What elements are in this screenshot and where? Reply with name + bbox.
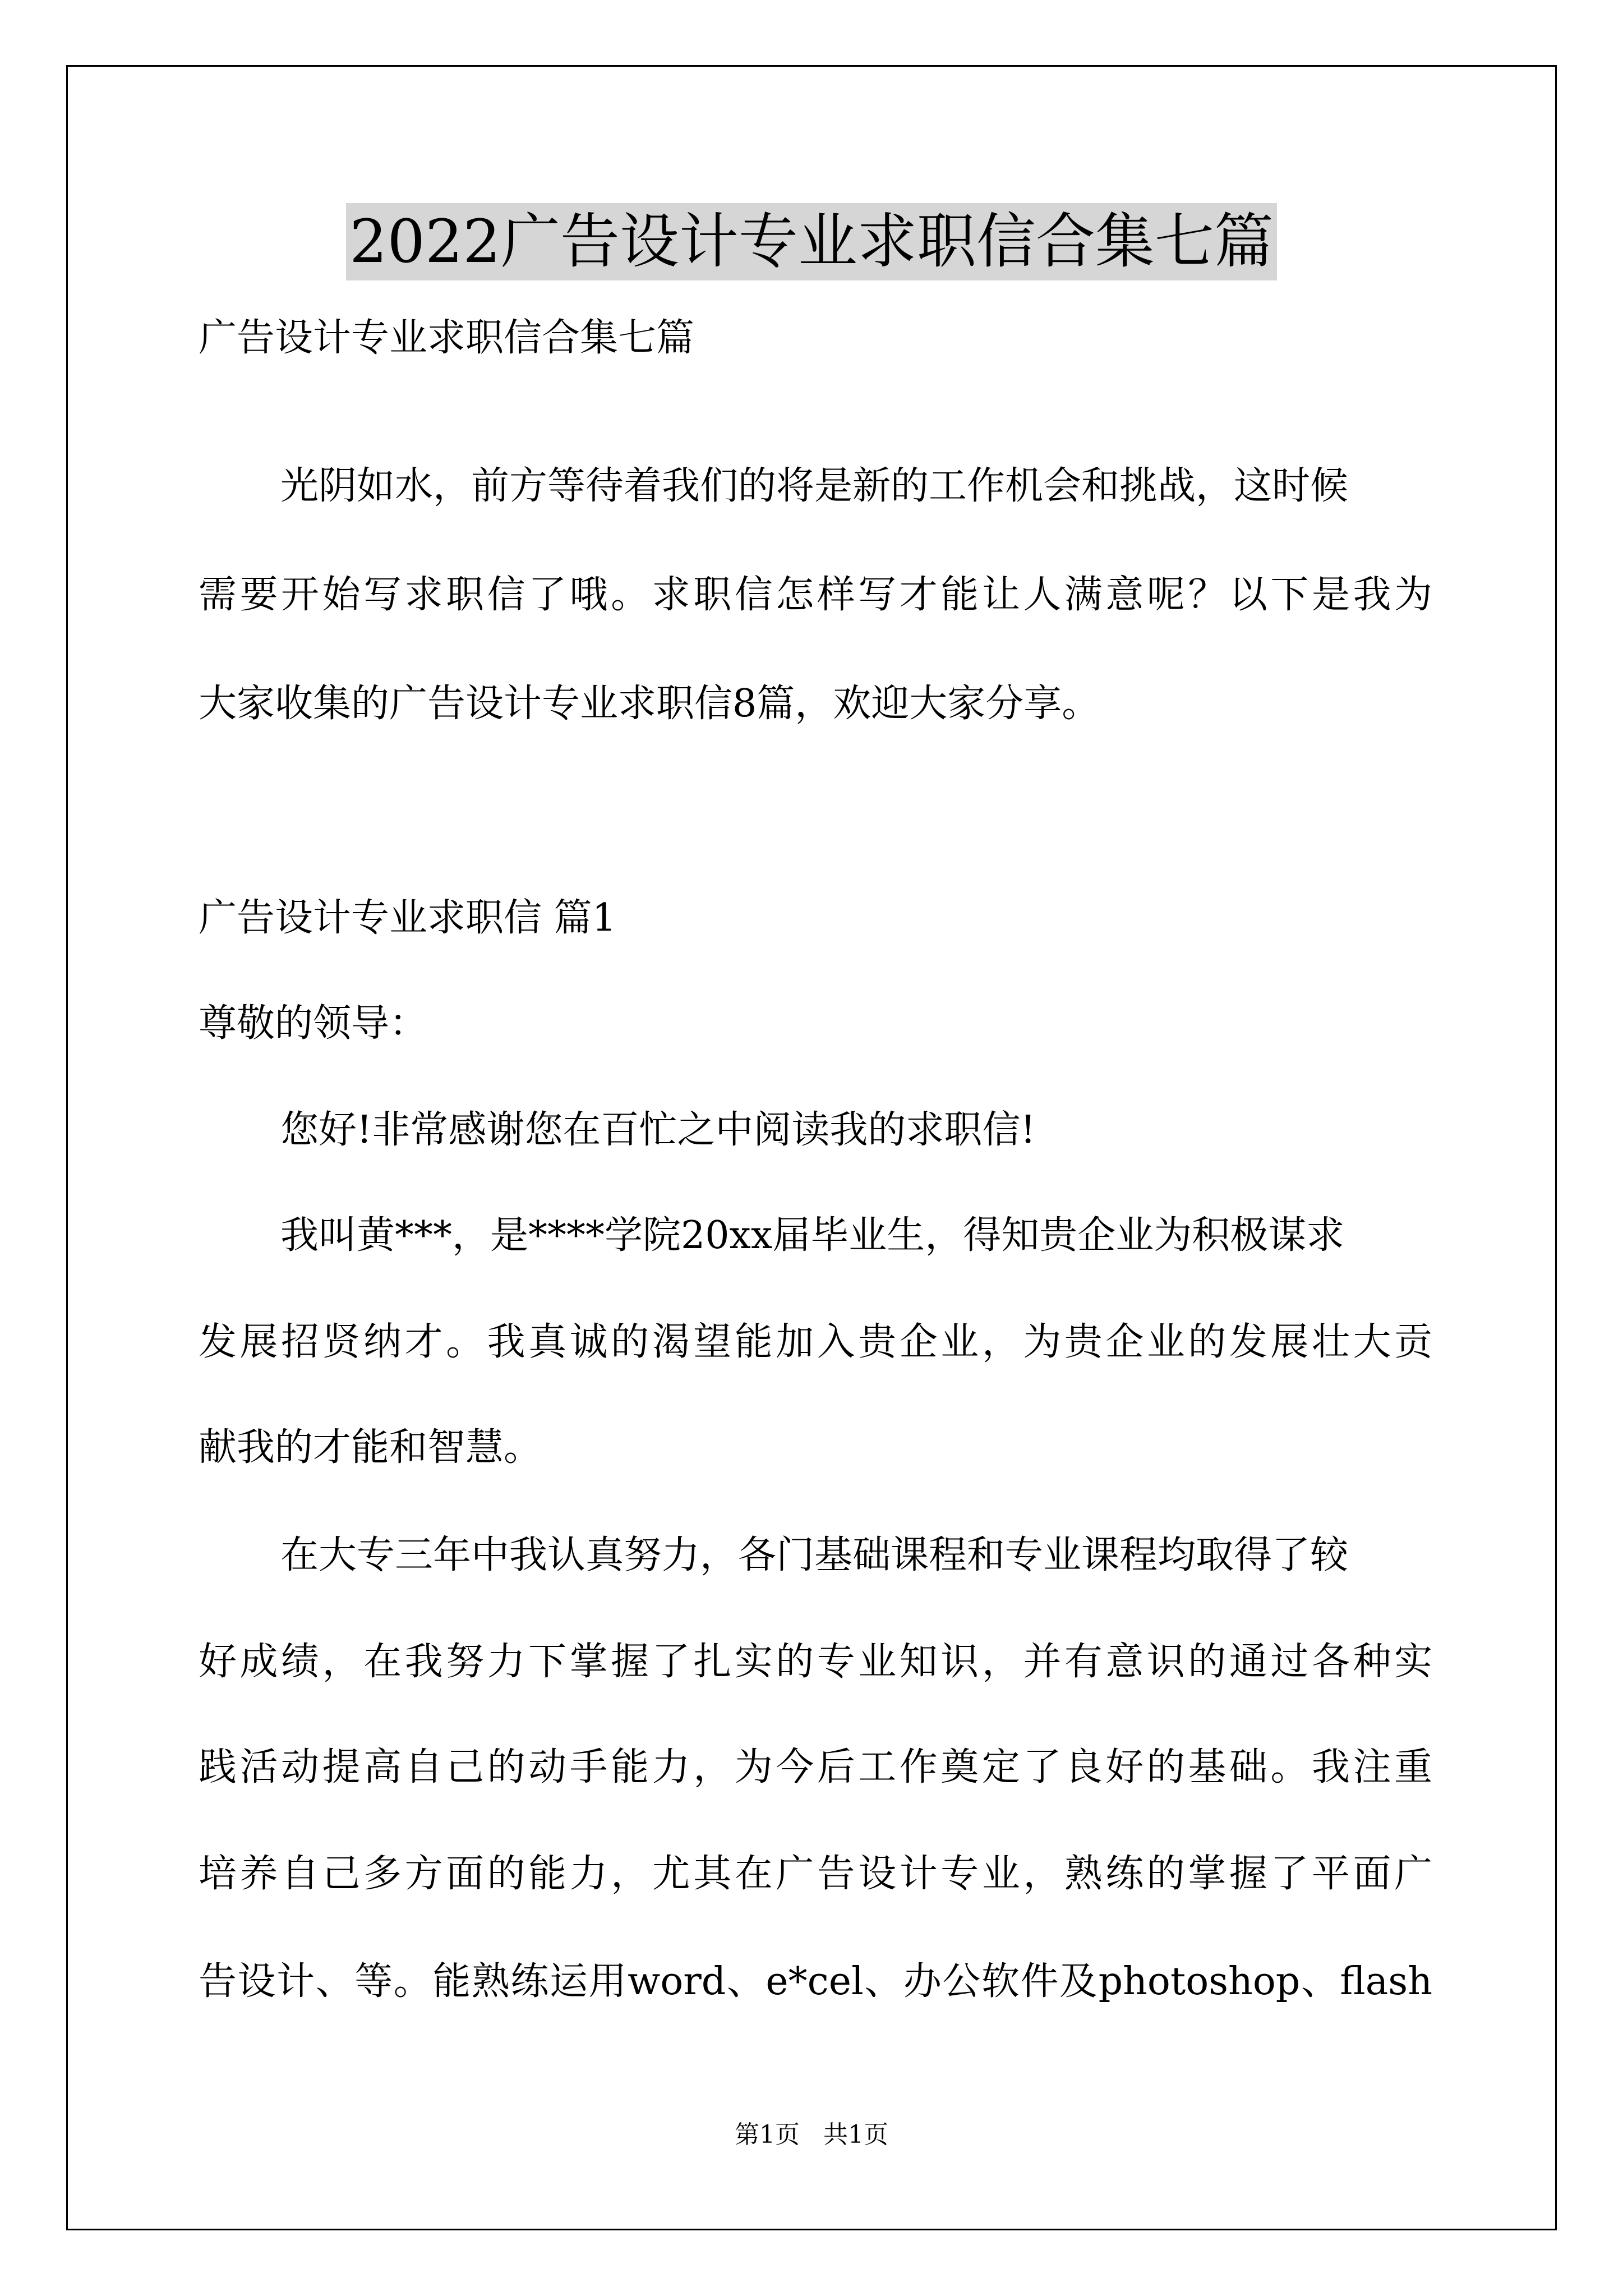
- intro-line-3: 大家收集的广告设计专业求职信8篇，欢迎大家分享。: [199, 682, 1100, 726]
- para2-line-1: 在大专三年中我认真努力，各门基础课程和专业课程均取得了较: [280, 1533, 1349, 1577]
- para2-line-5: 告设计、等。能熟练运用word、e*cel、办公软件及photoshop、flash: [199, 1959, 1432, 2004]
- para1-line-2: 发展招贤纳才。我真诚的渴望能加入贵企业，为贵企业的发展壮大贡: [199, 1320, 1432, 1364]
- para2-line-4: 培养自己多方面的能力，尤其在广告设计专业，熟练的掌握了平面广: [199, 1852, 1432, 1896]
- para2-line-2: 好成绩，在我努力下掌握了扎实的专业知识，并有意识的通过各种实: [199, 1640, 1432, 1684]
- para2-line-3: 践活动提高自己的动手能力，为今后工作奠定了良好的基础。我注重: [199, 1745, 1432, 1789]
- intro-line-1: 光阴如水，前方等待着我们的将是新的工作机会和挑战，这时候: [280, 464, 1349, 508]
- salutation: 尊敬的领导：: [199, 1001, 428, 1046]
- section-heading: 广告设计专业求职信 篇1: [199, 896, 616, 940]
- page-number: 第1页: [735, 2120, 800, 2149]
- document-title: 2022广告设计专业求职信合集七篇: [346, 203, 1277, 280]
- para1-line-3: 献我的才能和智慧。: [199, 1425, 542, 1470]
- title-container: [0, 203, 1623, 280]
- greeting-line: 您好!非常感谢您在百忙之中阅读我的求职信!: [280, 1108, 1036, 1152]
- page-total: 共1页: [823, 2120, 888, 2149]
- page-footer: [0, 2119, 1623, 2151]
- document-subtitle: 广告设计专业求职信合集七篇: [199, 316, 695, 360]
- para1-line-1: 我叫黄***，是****学院20xx届毕业生，得知贵企业为积极谋求: [280, 1213, 1345, 1258]
- intro-line-2: 需要开始写求职信了哦。求职信怎样写才能让人满意呢？以下是我为: [199, 573, 1432, 617]
